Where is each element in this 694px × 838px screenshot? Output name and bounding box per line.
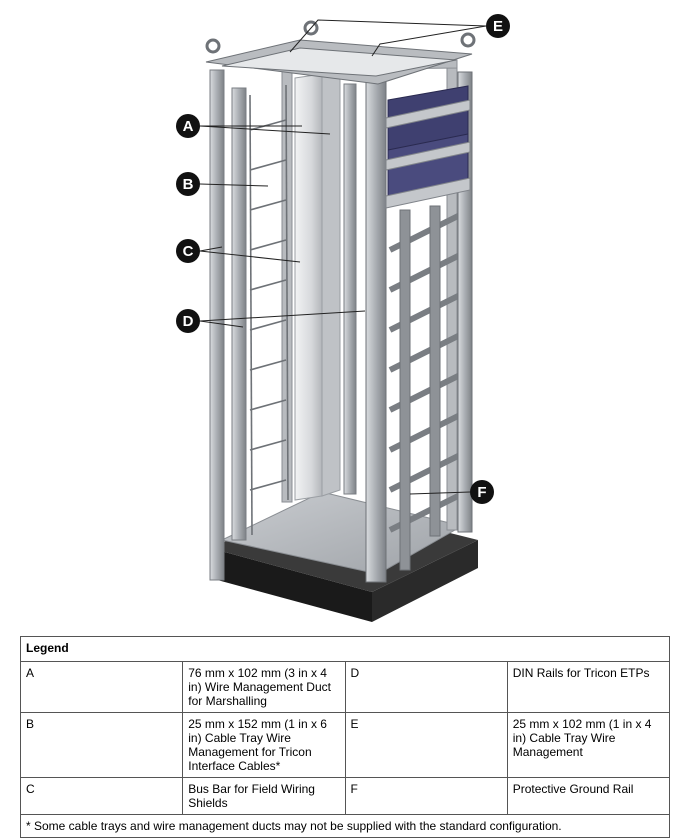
legend-key-a: A: [21, 662, 183, 713]
legend-footnote-row: [21, 815, 670, 838]
callout-e: [486, 14, 510, 38]
legend-header-row: [21, 637, 670, 662]
callout-c: [176, 239, 200, 263]
legend-key-e: E: [345, 713, 507, 778]
callout-d: [176, 309, 200, 333]
legend-desc-c: Bus Bar for Field Wiring Shields: [183, 778, 345, 815]
legend-title: Legend: [21, 637, 670, 662]
legend-desc-d: DIN Rails for Tricon ETPs: [507, 662, 669, 713]
legend-desc-a: 76 mm x 102 mm (3 in x 4 in) Wire Management Duct for Marshalling: [183, 662, 345, 713]
legend-row: [21, 713, 670, 778]
callout-f: [470, 480, 494, 504]
legend-desc-e: 25 mm x 102 mm (1 in x 4 in) Cable Tray Wire Management: [507, 713, 669, 778]
callout-b-label: B: [182, 176, 194, 193]
legend-key-d: D: [345, 662, 507, 713]
callout-c-label: C: [182, 243, 194, 260]
legend-desc-f: Protective Ground Rail: [507, 778, 669, 815]
legend-footnote: * Some cable trays and wire management ducts may not be supplied with the standard configuration.: [21, 815, 670, 838]
callout-d-label: D: [182, 313, 194, 330]
tricon-equipment-blocks: [386, 86, 470, 208]
legend-row: [21, 778, 670, 815]
legend-table: [20, 636, 670, 838]
callout-a-label: A: [182, 118, 194, 135]
callout-e-label: E: [492, 18, 504, 35]
din-rail-column: [344, 84, 356, 494]
legend-key-b: B: [21, 713, 183, 778]
legend-key-f: F: [345, 778, 507, 815]
callout-a: [176, 114, 200, 138]
legend-row: [21, 662, 670, 713]
right-front-post: [366, 82, 386, 582]
callout-b: [176, 172, 200, 196]
legend-key-c: C: [21, 778, 183, 815]
wire-management-duct: [295, 74, 340, 500]
callout-f-label: F: [477, 484, 487, 501]
legend-desc-b: 25 mm x 152 mm (1 in x 6 in) Cable Tray Wire Management for Tricon Interface Cables*: [183, 713, 345, 778]
top-frame: [206, 22, 474, 84]
